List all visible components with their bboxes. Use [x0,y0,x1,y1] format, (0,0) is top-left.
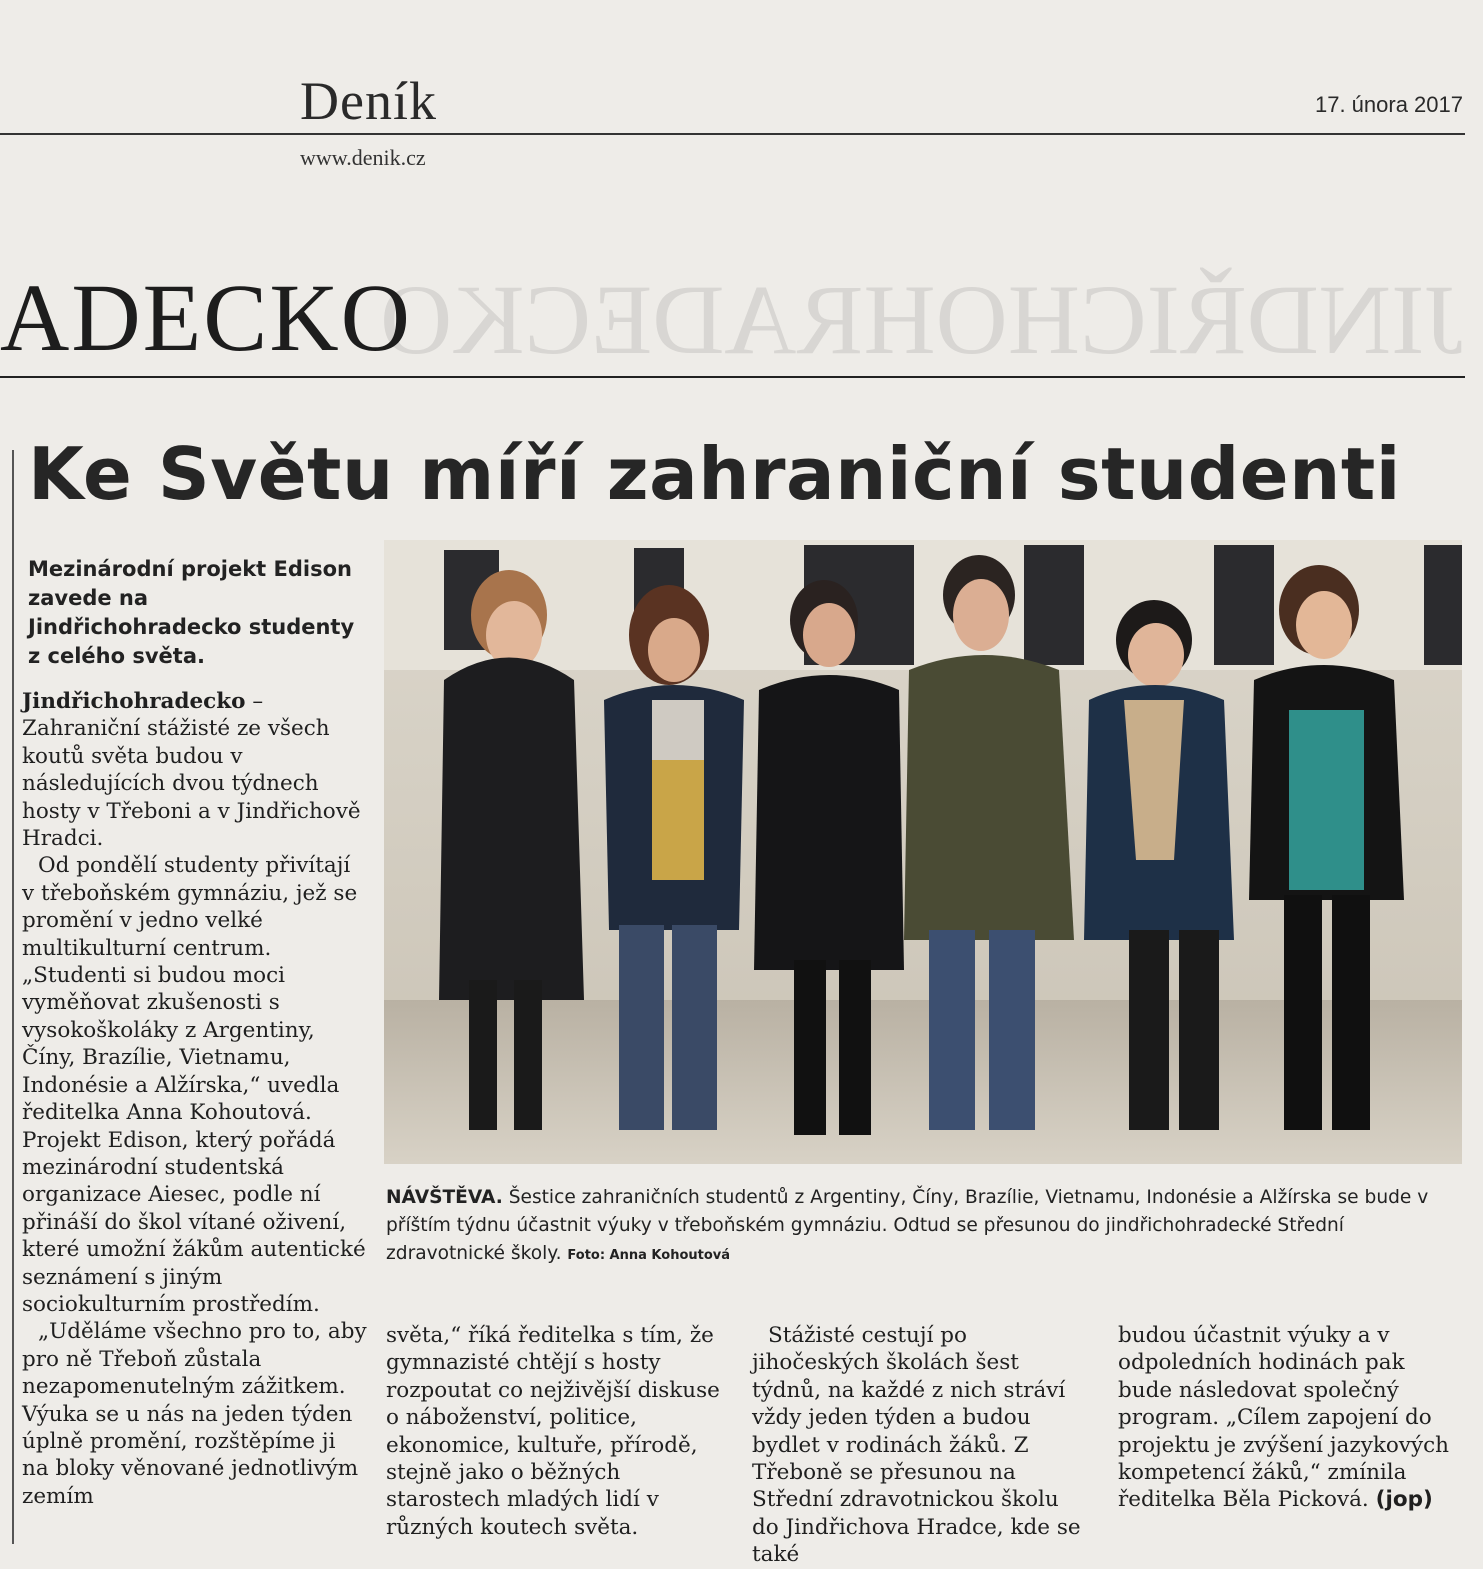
article-paragraph: světa,“ říká ředitelka s tím, že gymnazisté chtějí s hosty rozpoutat co nejživější diskuse o náboženství, politice, ekonomice, kultuře, přírodě, stejně jako o běžných starostech mladých lidí v různých koutech světa. [386,1323,720,1540]
article-column-3 [752,1322,1087,1569]
section-title: ADECKO [0,264,412,371]
photo-caption [386,1184,1446,1270]
issue-date: 17. února 2017 [1314,92,1463,117]
article-paragraph: – Zahraniční stážisté ze všech koutů světa budou v následujících dvou týdnech hosty v Třeboni a v Jindřichově Hradci. [22,689,361,852]
article-photo [384,540,1462,1164]
column-rule [12,450,14,1544]
section-rule [0,376,1465,378]
bleed-through-section: JINDŘICHOHRADECKO [380,264,1464,375]
photo-credit: Foto: Anna Kohoutová [567,1248,731,1263]
article-dateline: Jindřichohradecko [22,689,246,714]
article-paragraph: Od pondělí studenty přivítají v třeboňském gymnáziu, jež se promění v jedno velké multikulturní centrum. „Studenti si budou moci vyměňovat zkušenosti s vysokoškoláky z Argentiny, Číny, Brazílie, Vietnamu, Indonésie a Alžírska,“ uvedla ředitelka Anna Kohoutová. Projekt Edison, který pořádá mezinárodní studentská organizace Aiesec, podle ní přináší do škol vítané oživení, které umožní žákům autentické seznámení s jiným sociokulturním prostředím. [22,853,366,1317]
article-column-2 [386,1322,721,1541]
article-paragraph: budou účastnit výuky a v odpoledních hodinách pak bude následovat společný program. „Cílem zapojení do projektu je zvýšení jazykových kompetencí žáků,“ zmínila ředitelka Běla Picková. [1118,1323,1449,1513]
masthead-url: www.denik.cz [300,145,426,170]
article-headline: Ke Světu míří zahraniční studenti [28,432,1401,516]
caption-keyword: NÁVŠTĚVA. [386,1187,503,1208]
author-signature: (jop) [1375,1487,1433,1513]
article-column-1 [22,688,367,1510]
masthead-rule [0,133,1465,135]
masthead-logo: Deník [300,71,437,131]
caption-text: Šestice zahraničních studentů z Argentiny, Číny, Brazílie, Vietnamu, Indonésie a Alžírska se bude v příštím týdnu účastnit výuky v třeboňském gymnáziu. Odtud se přesunou do jindřichohradecké Střední zdravotnické školy. [386,1187,1429,1264]
article-paragraph: „Uděláme všechno pro to, aby pro ně Třeboň zůstala nezapomenutelným zážitkem. Výuka se u nás na jeden týden úplně promění, rozštěpíme ji na bloky věnované jednotlivým zemím [22,1319,367,1509]
article-paragraph: Stážisté cestují po jihočeských školách šest týdnů, na každé z nich stráví vždy jeden týden a budou bydlet v rodinách žáků. Z Třeboně se přesunou na Střední zdravotnickou školu do Jindřichova Hradce, kde se také [752,1323,1081,1568]
article-column-4 [1118,1322,1458,1514]
article-lead: Mezinárodní projekt Edison zavede na Jindřichohradecko studenty z celého světa. [28,557,355,668]
